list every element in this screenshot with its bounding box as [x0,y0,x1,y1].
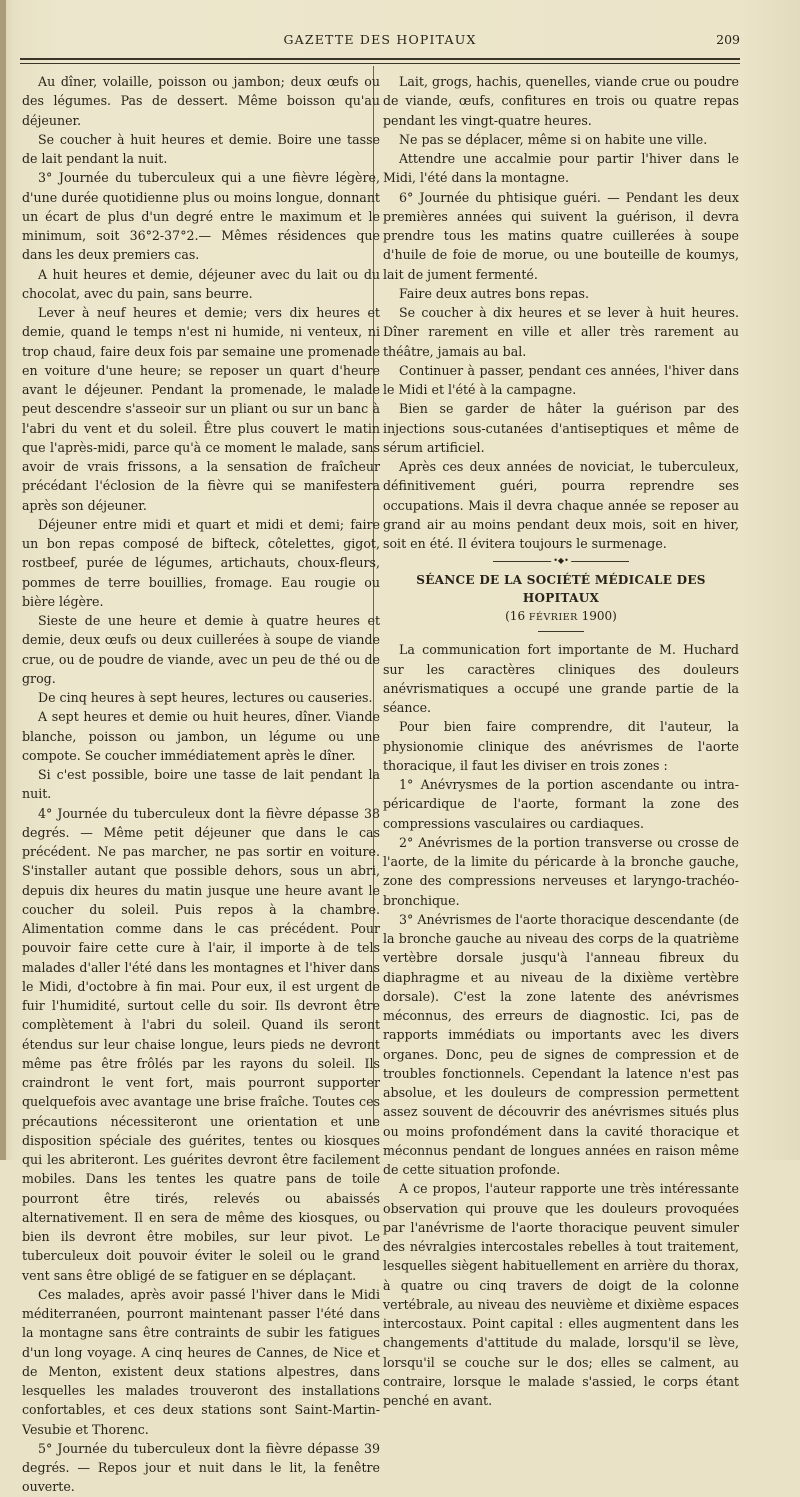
paragraph: A huit heures et demie, déjeuner avec du lait ou du chocolat, avec du pain, sans beurre. [22,266,380,301]
section-date-month: FÉVRIER [528,612,578,624]
right-column [383,72,739,1410]
paragraph: 1° Anévrysmes de la portion ascendante ou intra-péricardique de l'aorte, formant la zone des compressions vasculaires ou cardiaques. [383,777,739,831]
paragraph: Bien se garder de hâter la guérison par des injections sous-cutanées d'antiseptiques et même de sérum artificiel. [383,401,739,455]
section-rule [538,631,584,632]
separator-ornament: •◆• [553,556,569,566]
paragraph: Se coucher à dix heures et se lever à huit heures. Dîner rarement en ville et aller très rarement au théâtre, jamais au bal. [383,305,739,359]
paragraph: Ne pas se déplacer, même si on habite une ville. [399,131,708,147]
paragraph: 3° Anévrismes de l'aorte thoracique descendante (de la bronche gauche au niveau des corps de la quatrième vertèbre dorsale jusqu'à l'anneau fibreux du diaphragme et au niveau de la dixième vertèbre dorsale). C'est la zone latente des anévrismes méconnus, des erreurs de diagnostic. Ici, pas de rapports immédiats ou importants avec les divers organes. Donc, peu de signes de compression et de troubles fonctionnels. Cependant la latence n'est pas absolue, et les douleurs de compression permettent assez souvent de découvrir des anévrismes situés plus ou moins profondément dans la cavité thoracique et méconnus pendant de longues années en raison même de cette situation profonde. [383,911,739,1177]
section-date-day: (16 [505,609,526,624]
binding-shadow [0,0,6,1160]
paragraph: 3° Journée du tuberculeux qui a une fièvre légère, d'une durée quotidienne plus ou moins longue, donnant un écart de plus d'un degré entre le maximum et le minimum, soit 36°2-37°2.— Mêmes résidences que dans les deux premiers cas. [22,170,380,263]
paragraph: 4° Journée du tuberculeux dont la fièvre dépasse 38 degrés. — Même petit déjeuner que dans le cas précédent. Ne pas marcher, ne pas sortir en voiture. S'installer autant que possible dehors, sous un abri, depuis dix heures du matin jusque une heure avant le coucher du soleil. Puis repos à la chambre. Alimentation comme dans le cas précédent. Pour pouvoir faire cette cure à l'air, il importe à de tels malades d'aller l'été dans les montagnes et l'hiver dans le Midi, d'octobre à fin mai. Pour eux, il est urgent de fuir l'humidité, surtout celle du soir. Ils devront être complètement à l'abri du soleil. Quand ils seront étendus sur leur chaise longue, leurs pieds ne devront même pas être frôlés par les rayons du soleil. Ils craindront le vent fort, mais pourront supporter quelquefois avec avantage une brise fraîche. Toutes ces précautions nécessiteront une orientation et une disposition spéciale des guérites, tentes ou kiosques qui les abriteront. Les guérites devront être facilement mobiles. Dans les tentes les quatre pans de toile pourront être tirés, relevés ou abaissés alternativement. Il en sera de même des kiosques, ou bien ils devront être mobiles, sur leur pivot. Le tuberculeux doit pouvoir éviter le soleil ou le grand vent sans être obligé de se fatiguer en se déplaçant. [22,805,380,1283]
paragraph: Déjeuner entre midi et quart et midi et demi; faire un bon repas composé de bifteck, côtelettes, gigot, rostbeef, purée de légumes, artichauts, choux-fleurs, pommes de terre bouillies, fromage. Eau rougie ou bière légère. [22,516,380,609]
left-column [22,72,380,1497]
paragraph: Attendre une accalmie pour partir l'hiver dans le Midi, l'été dans la montagne. [383,151,739,186]
paragraph: Ces malades, après avoir passé l'hiver dans le Midi méditerranéen, pourront maintenant passer l'été dans la montagne sans être contraints de subir les fatigues d'un long voyage. A cinq heures de Cannes, de Nice et de Menton, existent deux stations alpestres, dans lesquelles les malades trouveront des installations confortables, et ces deux stations sont Saint-Martin-Vesubie et Thorenc. [22,1286,380,1437]
page-header [20,30,740,52]
paragraph: 2° Anévrismes de la portion transverse ou crosse de l'aorte, de la limite du péricarde à la bronche gauche, zone des compressions nerveuses et laryngo-trachéo-bronchique. [383,834,739,908]
paragraph: Au dîner, volaille, poisson ou jambon; deux œufs ou des légumes. Pas de dessert. Même boisson qu'au déjeuner. [22,74,380,128]
section-title: SÉANCE DE LA SOCIÉTÉ MÉDICALE DES HOPITAUX [416,573,706,606]
paragraph: De cinq heures à sept heures, lectures ou causeries. [38,690,373,705]
paragraph: A ce propos, l'auteur rapporte une très intéressante observation qui prouve que les douleurs provoquées par l'anévrisme de l'aorte thoracique peuvent simuler des névralgies intercostales rebelles à tout traitement, lesquelles siègent habituellement en arrière du thorax, à quatre ou cinq travers de doigt de la colonne vertébrale, au niveau des neuvième et dixième espaces intercostaux. Point capital : elles augmentent dans les changements d'attitude du malade, lorsqu'il se lève, lorsqu'il se couche sur le dos; elles se calment, au contraire, lorsque le malade s'assied, le corps étant penché en avant. [383,1181,739,1408]
paragraph: Pour bien faire comprendre, dit l'auteur, la physionomie clinique des anévrismes de l'aorte thoracique, il faut les diviser en trois zones : [383,719,739,773]
paragraph: Si c'est possible, boire une tasse de lait pendant la nuit. [22,767,380,802]
paragraph: 5° Journée du tuberculeux dont la fièvre dépasse 39 degrés. — Repos jour et nuit dans le lit, la fenêtre ouverte. [22,1440,380,1495]
paragraph: Sieste de une heure et demie à quatre heures et demie, deux œufs ou deux cuillerées à soupe de viande crue, ou de poudre de viande, avec un peu de thé ou de grog. [22,613,380,686]
paragraph: La communication fort importante de M. Huchard sur les caractères cliniques des douleurs anévrismatiques a occupé une grande partie de la séance. [383,642,739,715]
paragraph: Lever à neuf heures et demie; vers dix heures et demie, quand le temps n'est ni humide, ni venteux, ni trop chaud, faire deux fois par semaine une promenade en voiture d'une heure; se reposer un quart d'heure avant le déjeuner. Pendant la promenade, le malade peut descendre s'asseoir sur un pliant ou sur un banc à l'abri du vent et du soleil. Être plus couvert le matin que l'après-midi, parce qu'à ce moment le malade, sans avoir de vrais frissons, a la sensation de fraîcheur précédant l'éclosion de la fièvre qui se manifestera après son déjeuner. [22,305,380,513]
section-date-year: 1900) [581,609,617,624]
page-number: 209 [716,32,740,47]
paragraph: Continuer à passer, pendant ces années, l'hiver dans le Midi et l'été à la campagne. [383,362,739,397]
paragraph: Lait, grogs, hachis, quenelles, viande crue ou poudre de viande, œufs, confitures en trois ou quatre repas pendant les vingt-quatre heures. [383,74,739,128]
section-separator [383,557,739,565]
paragraph: 6° Journée du phtisique guéri. — Pendant les deux premières années qui suivent la guérison, il devra prendre tous les matins quatre cuillerées à soupe d'huile de foie de morue, ou une bouteille de koumys, lait de jument fermenté. [383,189,739,282]
paragraph: Se coucher à huit heures et demie. Boire une tasse de lait pendant la nuit. [22,131,380,166]
paragraph: A sept heures et demie ou huit heures, dîner. Viande blanche, poisson ou jambon, un légume ou une compote. Se coucher immédiatement après le dîner. [22,709,380,763]
paragraph: Faire deux autres bons repas. [399,285,589,301]
running-title: GAZETTE DES HOPITAUX [283,32,477,47]
header-rule [20,58,740,64]
section-date [383,607,739,627]
paragraph: Après ces deux années de noviciat, le tuberculeux, définitivement guéri, pourra reprendre ses occupations. Mais il devra chaque année se reposer au grand air au moins pendant deux mois, soit en hiver, soit en été. Il évitera toujours le surmenage. [383,459,739,551]
